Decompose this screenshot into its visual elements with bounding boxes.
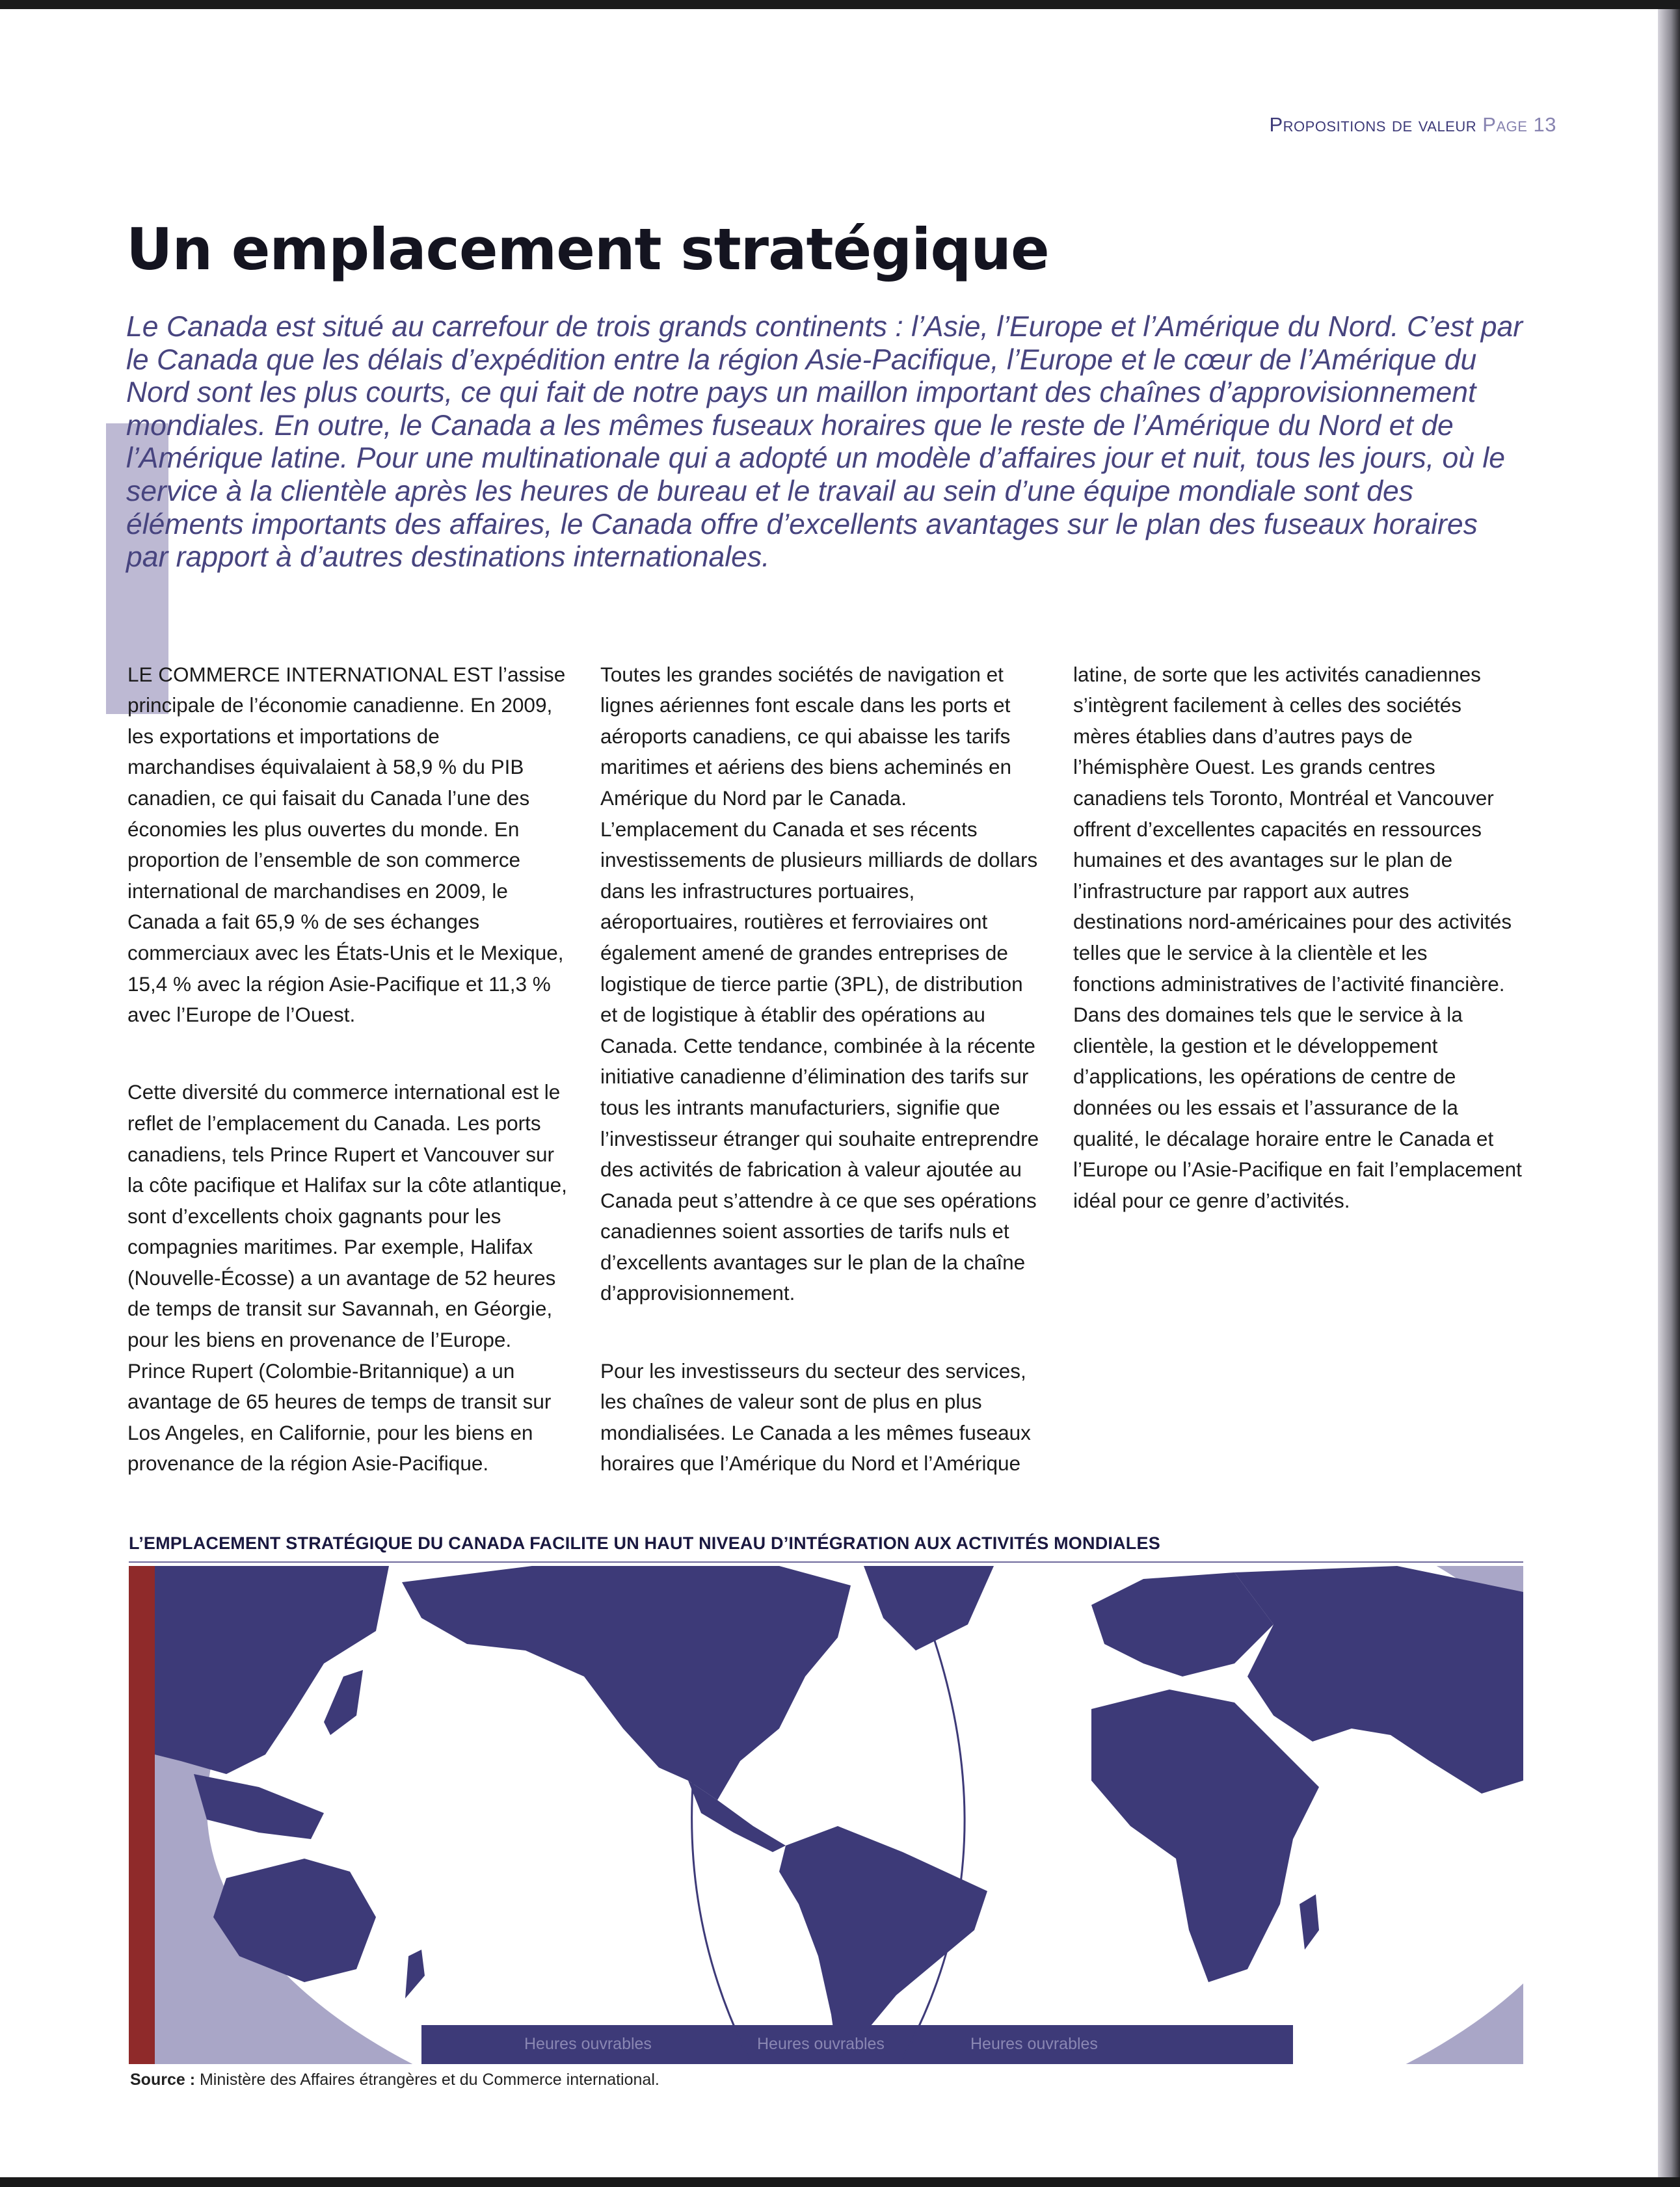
world-map-figure — [129, 1566, 1523, 2064]
figure-rule — [129, 1561, 1523, 1563]
world-map — [129, 1566, 1523, 2064]
source-label: Source : — [130, 2071, 196, 2089]
text-column-2 — [600, 628, 1049, 1511]
lead-paragraph: Le Canada est situé au carrefour de trois grands continents : l’Asie, l’Europe et l’Amérique du Nord. C’est par le Canada que les délais d’expédition entre la région Asie-Pacifique, l’Europe et le cœur de l’Amérique du Nord sont les plus courts, ce qui fait de notre pays un maillon important des chaînes d’approvisionnement mondiales. En outre, le Canada a les mêmes fuseaux horaires que le reste de l’Amérique du Nord et de l’Amérique latine. Pour une multinationale qui a adopté un modèle d’affaires jour et nuit, tous les jours, où le service à la clientèle après les heures de bureau et le travail au sein d’une équipe mondiale sont des éléments importants des affaires, le Canada offre d’excellents avantages sur le plan des fuseaux horaires par rapport à d’autres destinations internationales. — [126, 311, 1523, 574]
document-page — [0, 9, 1680, 2177]
text-column-3 — [1073, 628, 1522, 1247]
running-header — [1269, 113, 1556, 137]
business-hours-label: Heures ouvrables — [757, 2035, 885, 2053]
land-australia — [213, 1859, 376, 1982]
page-title: Un emplacement stratégique — [126, 216, 1049, 283]
figure-source — [130, 2071, 660, 2089]
body-paragraph: Pour les investisseurs du secteur des services, les chaînes de valeur sont de plus en plus mondialisées. Le Canada a les mêmes fuseaux horaires que l’Amérique du Nord et l’Amérique — [600, 1359, 1031, 1476]
source-text: Ministère des Affaires étrangères et du Commerce international. — [195, 2071, 660, 2089]
body-paragraph: latine, de sorte que les activités canadiennes s’intègrent facilement à celles des sociétés mères établies dans d’autres pays de l’hémisphère Ouest. Les grands centres canadiens tels Toronto, Montréal et Vancouver offrent d’excellentes capacités en ressources humaines et des avantages sur le plan de l’infrastructure par rapport aux autres destinations nord-américaines pour des activités telles que le service à la clientèle et les fonctions administratives de l’activité financière. Dans des domaines tels que le service à la clientèle, la gestion et le développement d’applications, les opérations de centre de données ou les essais et l’assurance de la qualité, le décalage horaire entre le Canada et l’Europe ou l’Asie-Pacifique en fait l’emplacement idéal pour ce genre d’activités. — [1073, 662, 1522, 1212]
business-hours-label: Heures ouvrables — [970, 2035, 1098, 2053]
body-paragraph: LE COMMERCE INTERNATIONAL EST l’assise principale de l’économie canadienne. En 2009, les exportations et importations de marchandises équivalaient à 58,9 % du PIB canadien, ce qui faisait du Canada l’une des économies les plus ouvertes du monde. En proportion de l’ensemble de son commerce international de marchandises en 2009, le Canada a fait 65,9 % de ses échanges commerciaux avec les États-Unis et le Mexique, 15,4 % avec la région Asie-Pacifique et 11,3 % avec l’Europe de l’Ouest. — [127, 662, 566, 1027]
text-column-1 — [127, 628, 576, 1511]
figure-accent-bar — [129, 1566, 155, 2064]
figure-title: L’EMPLACEMENT STRATÉGIQUE DU CANADA FACILITE UN HAUT NIVEAU D’INTÉGRATION AUX ACTIVITÉS MONDIALES — [129, 1533, 1160, 1553]
business-hours-label: Heures ouvrables — [524, 2035, 652, 2053]
page-edge — [1658, 9, 1680, 2177]
body-paragraph: Toutes les grandes sociétés de navigation et lignes aériennes font escale dans les ports et aéroports canadiens, ce qui abaisse les tarifs maritimes et aériens des biens acheminés en Amérique du Nord par le Canada. L’emplacement du Canada et ses récents investissements de plusieurs milliards de dollars dans les infrastructures portuaires, aéroportuaires, routières et ferroviaires ont également amené de grandes entreprises de logistique de tierce partie (3PL), de distribution et de logistique à établir des opérations au Canada. Cette tendance, combinée à la récente initiative canadienne d’élimination des tarifs sur tous les intrants manufacturiers, signifie que l’investisseur étranger qui souhaite entreprendre des activités de fabrication à valeur ajoutée au Canada peut s’attendre à ce que ses opérations canadiennes soient assorties de tarifs nuls et d’excellents avantages sur le plan de la chaîne d’approvisionnement. — [600, 662, 1039, 1305]
body-paragraph: Cette diversité du commerce international est le reflet de l’emplacement du Canada. Les ports canadiens, tels Prince Rupert et Vancouver sur la côte pacifique et Halifax sur la côte atlantique, sont d’excellents choix gagnants pour les compagnies maritimes. Par exemple, Halifax (Nouvelle-Écosse) a un avantage de 52 heures de temps de transit sur Savannah, en Géorgie, pour les biens en provenance de l’Europe. Prince Rupert (Colombie-Britannique) a un avantage de 65 heures de temps de transit sur Los Angeles, en Californie, pour les biens en provenance de la région Asie-Pacifique. — [127, 1080, 567, 1476]
page-number: Page 13 — [1482, 113, 1556, 136]
section-name: Propositions de valeur — [1269, 113, 1477, 136]
